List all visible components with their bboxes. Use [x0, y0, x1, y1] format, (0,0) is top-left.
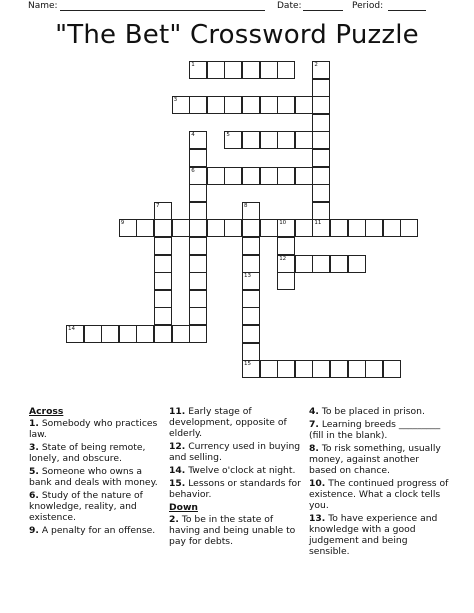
grid-cell[interactable] [207, 96, 225, 114]
clue-across-1: 1. Somebody who practices law. [29, 418, 158, 440]
grid-cell[interactable] [189, 290, 207, 308]
grid-cell[interactable] [295, 255, 313, 273]
grid-cell[interactable] [242, 290, 260, 308]
clue-number-label: 7 [156, 202, 160, 209]
clue-across-5: 5. Someone who owns a bank and deals with money. [29, 466, 158, 488]
clue-across-12: 12. Currency used in buying and selling. [169, 441, 301, 463]
grid-cell[interactable] [348, 219, 366, 237]
grid-cell[interactable] [277, 96, 295, 114]
clue-number-label: 11 [314, 220, 322, 227]
grid-cell[interactable] [312, 149, 330, 167]
grid-cell[interactable] [189, 219, 207, 237]
grid-cell[interactable] [260, 131, 278, 149]
grid-cell[interactable] [348, 255, 366, 273]
grid-cell[interactable] [154, 255, 172, 273]
grid-cell[interactable] [312, 360, 330, 378]
grid-cell[interactable] [207, 219, 225, 237]
grid-cell[interactable] [189, 325, 207, 343]
clue-down-8: 8. To risk something, usually money, against another based on chance. [309, 443, 441, 476]
grid-cell[interactable] [260, 167, 278, 185]
grid-cell[interactable] [242, 307, 260, 325]
grid-cell[interactable] [242, 61, 260, 79]
grid-cell[interactable] [242, 343, 260, 361]
clue-number-label: 4 [191, 132, 195, 139]
clue-across-15: 15. Lessons or standards for behavior. [169, 478, 301, 500]
grid-cell[interactable] [295, 131, 313, 149]
clue-across-6: 6. Study of the nature of knowledge, reality, and existence. [29, 490, 143, 523]
grid-cell[interactable] [189, 149, 207, 167]
grid-cell[interactable] [365, 219, 383, 237]
clue-number-label: 10 [279, 220, 287, 227]
grid-cell[interactable] [277, 61, 295, 79]
across-heading: Across [29, 406, 64, 417]
grid-cell[interactable] [154, 219, 172, 237]
grid-cell[interactable] [224, 219, 242, 237]
clue-down-4: 4. To be placed in prison. [309, 406, 425, 417]
grid-cell[interactable] [295, 167, 313, 185]
grid-cell[interactable] [295, 219, 313, 237]
clue-number-label: 14 [68, 326, 75, 332]
worksheet-header [0, 0, 474, 14]
down-heading: Down [169, 502, 198, 513]
clue-number-label: 8 [244, 202, 248, 209]
grid-cell[interactable] [330, 219, 348, 237]
grid-cell[interactable] [101, 325, 119, 343]
grid-cell[interactable] [84, 325, 102, 343]
grid-cell[interactable] [242, 96, 260, 114]
clues-column-1 [29, 406, 161, 538]
grid-cell[interactable] [154, 307, 172, 325]
grid-cell[interactable] [312, 131, 330, 149]
grid-cell[interactable] [189, 255, 207, 273]
grid-cell[interactable] [260, 61, 278, 79]
clue-number-label: 1 [191, 62, 195, 68]
grid-cell[interactable] [312, 167, 330, 185]
clue-number-label: 15 [244, 361, 251, 368]
clue-number-label: 9 [120, 220, 125, 227]
grid-cell[interactable] [189, 307, 207, 325]
clue-down-10: 10. The continued progress of existence. What a clock tells you. [309, 478, 449, 511]
grid-cell[interactable] [383, 360, 401, 378]
clue-number-label: 12 [279, 255, 287, 262]
grid-cell[interactable] [242, 255, 260, 273]
grid-cell[interactable] [172, 325, 190, 343]
grid-cell[interactable] [312, 114, 330, 132]
grid-cell[interactable] [330, 360, 348, 378]
grid-cell[interactable] [330, 255, 348, 273]
grid-cell[interactable] [242, 131, 260, 149]
grid-cell[interactable] [189, 237, 207, 255]
grid-cell[interactable] [189, 96, 207, 114]
grid-cell[interactable] [136, 219, 154, 237]
clue-across-3: 3. State of being remote, lonely, and obscure. [29, 442, 146, 464]
grid-cell[interactable] [136, 325, 154, 343]
grid-cell[interactable] [189, 184, 207, 202]
grid-cell[interactable] [242, 167, 260, 185]
grid-cell[interactable] [260, 96, 278, 114]
date-label: Date: [277, 1, 302, 11]
grid-cell[interactable] [348, 360, 366, 378]
grid-cell[interactable] [224, 167, 242, 185]
clue-number-label: 2 [314, 62, 318, 68]
grid-cell[interactable] [277, 272, 295, 290]
grid-cell[interactable] [277, 131, 295, 149]
grid-cell[interactable] [400, 219, 418, 237]
grid-cell[interactable] [224, 96, 242, 114]
grid-cell[interactable] [242, 219, 260, 237]
grid-cell[interactable] [295, 360, 313, 378]
clues-column-2 [169, 406, 305, 549]
clue-number-label: 13 [244, 273, 251, 280]
grid-cell[interactable] [312, 79, 330, 97]
grid-cell[interactable] [277, 167, 295, 185]
clues-column-3 [309, 406, 449, 559]
grid-cell[interactable] [154, 325, 172, 343]
grid-cell[interactable] [242, 237, 260, 255]
grid-cell[interactable] [207, 61, 225, 79]
grid-cell[interactable] [295, 96, 313, 114]
grid-cell[interactable] [154, 272, 172, 290]
clue-down-7: 7. Learning breeds _________ (fill in the blank). [309, 419, 441, 441]
clue-across-9: 9. A penalty for an offense. [29, 525, 156, 536]
grid-cell[interactable] [277, 360, 295, 378]
clue-across-14: 14. Twelve o'clock at night. [169, 465, 296, 476]
grid-cell[interactable] [365, 360, 383, 378]
clue-number-label: 3 [173, 97, 178, 104]
grid-cell[interactable] [207, 167, 225, 185]
clue-down-13: 13. To have experience and knowledge with a good judgement and being sensible. [309, 513, 438, 557]
grid-cell[interactable] [312, 184, 330, 202]
clue-number-label: 5 [226, 132, 230, 139]
period-label: Period: [352, 1, 384, 11]
grid-cell[interactable] [260, 360, 278, 378]
grid-cell[interactable] [312, 255, 330, 273]
grid-cell[interactable] [277, 237, 295, 255]
grid-cell[interactable] [312, 96, 330, 114]
grid-cell[interactable] [119, 325, 137, 343]
name-field-line[interactable] [60, 10, 265, 11]
grid-cell[interactable] [224, 61, 242, 79]
period-field-line[interactable] [388, 10, 426, 11]
date-field-line[interactable] [303, 10, 343, 11]
grid-cell[interactable] [154, 290, 172, 308]
name-label: Name: [28, 1, 58, 11]
grid-cell[interactable] [172, 219, 190, 237]
clue-across-11: 11. Early stage of development, opposite of elderly. [169, 406, 287, 439]
grid-cell[interactable] [260, 219, 278, 237]
clue-number-label: 6 [191, 167, 195, 174]
clue-down-2: 2. To be in the state of having and being unable to pay for debts. [169, 514, 296, 547]
grid-cell[interactable] [242, 325, 260, 343]
page-title: "The Bet" Crossword Puzzle [55, 20, 419, 50]
grid-cell[interactable] [312, 202, 330, 220]
grid-cell[interactable] [189, 272, 207, 290]
grid-cell[interactable] [383, 219, 401, 237]
grid-cell[interactable] [154, 237, 172, 255]
grid-cell[interactable] [189, 202, 207, 220]
